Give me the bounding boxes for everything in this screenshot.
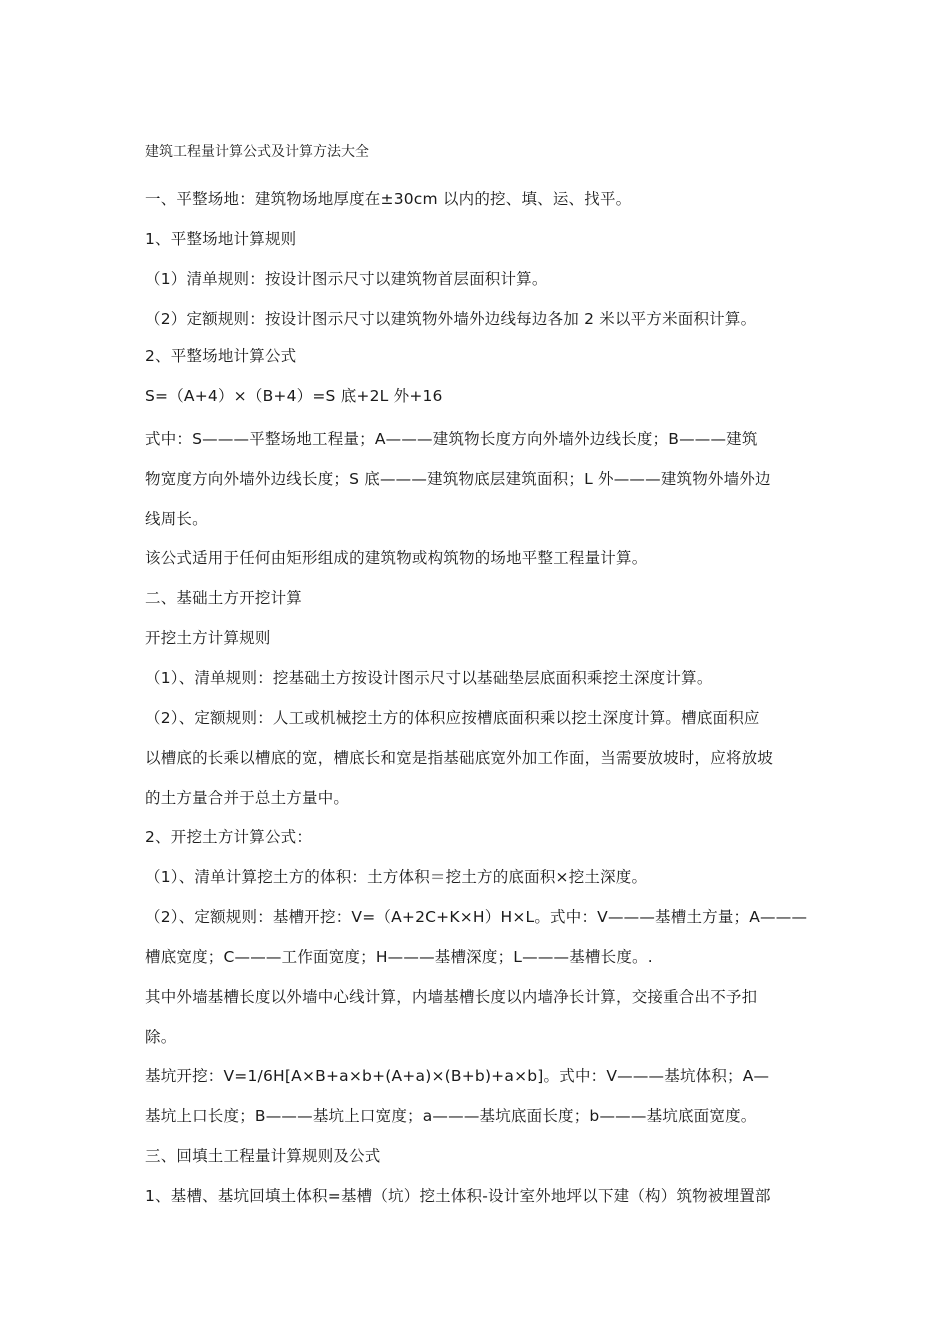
subsection-heading: 1、平整场地计算规则: [145, 230, 297, 248]
subsection-heading: 开挖土方计算规则: [145, 629, 271, 647]
paragraph-line: 1、基槽、基坑回填土体积=基槽（坑）挖土体积-设计室外地坪以下建（构）筑物被埋置部: [145, 1187, 771, 1205]
paragraph-line: 线周长。: [145, 510, 208, 528]
paragraph-line: （1）清单规则：按设计图示尺寸以建筑物首层面积计算。: [145, 270, 548, 288]
paragraph-line: 物宽度方向外墙外边线长度；S 底———建筑物底层建筑面积；L 外———建筑物外墙外边: [145, 470, 771, 488]
paragraph-line: （1）、清单规则：挖基础土方按设计图示尺寸以基础垫层底面积乘挖土深度计算。: [145, 669, 713, 687]
formula-line: S=（A+4）×（B+4）=S 底+2L 外+16: [145, 387, 443, 405]
paragraph-line: 的土方量合并于总土方量中。: [145, 789, 350, 807]
paragraph-line: 槽底宽度；C———工作面宽度；H———基槽深度；L———基槽长度。.: [145, 948, 653, 966]
subsection-heading: 2、平整场地计算公式: [145, 347, 297, 365]
paragraph-line: 式中：S———平整场地工程量；A———建筑物长度方向外墙外边线长度；B———建筑: [145, 430, 758, 448]
paragraph-line: （2）定额规则：按设计图示尺寸以建筑物外墙外边线每边各加 2 米以平方米面积计算。: [145, 310, 757, 328]
paragraph-line: 该公式适用于任何由矩形组成的建筑物或构筑物的场地平整工程量计算。: [145, 549, 648, 567]
paragraph-line: 基坑上口长度；B———基坑上口宽度；a———基坑底面长度；b———基坑底面宽度。: [145, 1107, 757, 1125]
formula-line: 基坑开挖：V=1/6H[A×B+a×b+(A+a)×(B+b)+a×b]。式中：V———基坑体积；A—: [145, 1067, 770, 1085]
paragraph-line: （1）、清单计算挖土方的体积：土方体积＝挖土方的底面积×挖土深度。: [145, 868, 648, 886]
section-3-heading: 三、回填土工程量计算规则及公式: [145, 1147, 381, 1165]
paragraph-line: （2）、定额规则：人工或机械挖土方的体积应按槽底面积乘以挖土深度计算。槽底面积应: [145, 709, 760, 727]
section-2-heading: 二、基础土方开挖计算: [145, 589, 303, 607]
section-1-heading: 一、平整场地：建筑物场地厚度在±30cm 以内的挖、填、运、找平。: [145, 190, 632, 208]
paragraph-line: 以槽底的长乘以槽底的宽，槽底长和宽是指基础底宽外加工作面，当需要放坡时，应将放坡: [145, 749, 774, 767]
paragraph-line: 除。: [145, 1028, 177, 1046]
subsection-heading: 2、开挖土方计算公式：: [145, 828, 313, 846]
paragraph-line: 其中外墙基槽长度以外墙中心线计算，内墙基槽长度以内墙净长计算，交接重合出不予扣: [145, 988, 758, 1006]
document-title: 建筑工程量计算公式及计算方法大全: [145, 144, 369, 160]
formula-line: （2）、定额规则：基槽开挖：V=（A+2C+K×H）H×L。式中：V———基槽土方量；A———: [145, 908, 808, 926]
